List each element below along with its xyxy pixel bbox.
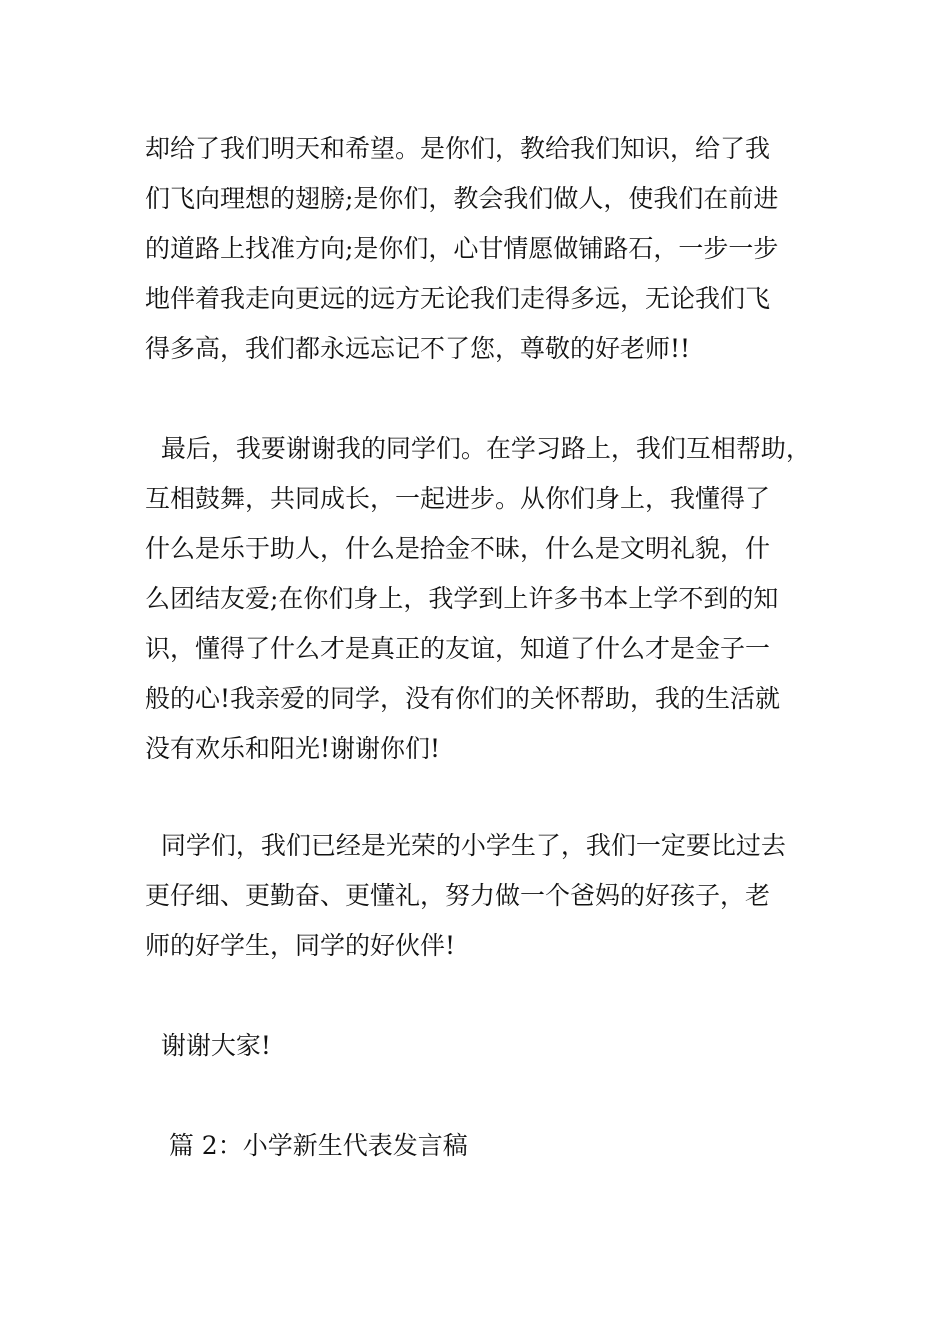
closing-line: 谢谢大家!	[145, 1031, 271, 1060]
text-line: 却给了我们明天和希望。是你们，教给我们知识，给了我	[145, 134, 771, 163]
text-line: 什么是乐于助人，什么是拾金不昧，什么是文明礼貌，什	[145, 534, 771, 563]
text-line: 互相鼓舞，共同成长，一起进步。从你们身上，我懂得了	[145, 484, 771, 513]
text-line: 没有欢乐和阳光!谢谢你们!	[145, 734, 441, 763]
text-line: 们飞向理想的翅膀;是你们，教会我们做人，使我们在前进	[145, 184, 779, 213]
text-line: 得多高，我们都永远忘记不了您，尊敬的好老师!!	[145, 334, 691, 363]
text-line: 师的好学生，同学的好伙伴!	[145, 931, 456, 960]
text-line: 般的心!我亲爱的同学，没有你们的关怀帮助，我的生活就	[145, 684, 781, 713]
text-line: 地伴着我走向更远的远方无论我们走得多远，无论我们飞	[145, 284, 771, 313]
text-line: 的道路上找准方向;是你们，心甘情愿做铺路石，一步一步	[145, 234, 779, 263]
text-line: 么团结友爱;在你们身上，我学到上许多书本上学不到的知	[145, 584, 779, 613]
text-line: 同学们，我们已经是光荣的小学生了，我们一定要比过去	[145, 831, 786, 860]
section-heading: 篇 2：小学新生代表发言稿	[145, 1131, 468, 1160]
text-line: 最后，我要谢谢我的同学们。在学习路上，我们互相帮助，	[145, 434, 811, 463]
text-line: 识，懂得了什么才是真正的友谊，知道了什么才是金子一	[145, 634, 771, 663]
text-line: 更仔细、更勤奋、更懂礼，努力做一个爸妈的好孩子，老	[145, 881, 771, 910]
